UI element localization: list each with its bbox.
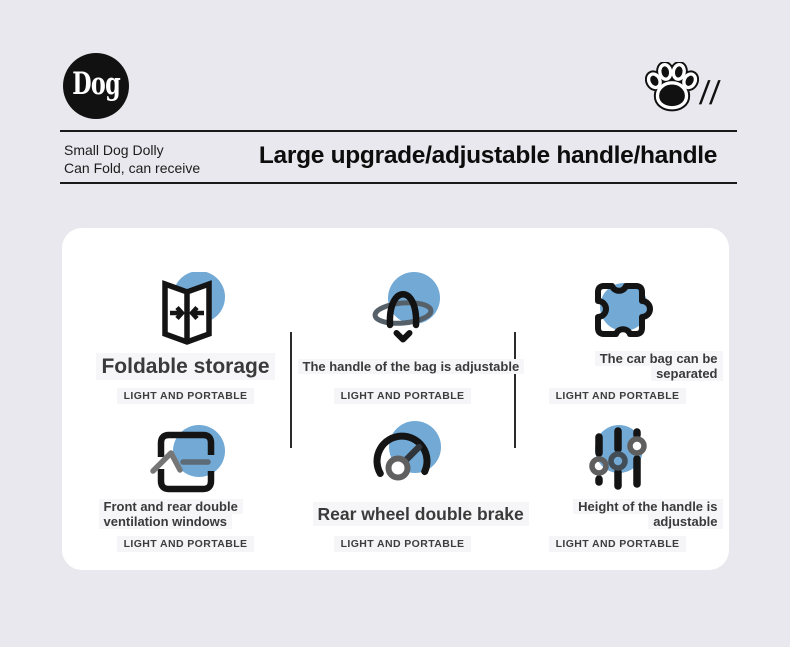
feature-title: Rear wheel double brake	[313, 496, 493, 532]
features-card	[62, 228, 729, 570]
header-divider-bottom	[60, 182, 737, 184]
feature-car-bag	[510, 228, 725, 410]
double-slash-decoration: //	[698, 74, 723, 111]
feature-bag-handle	[291, 228, 520, 410]
separable-car-bag-icon	[578, 272, 658, 348]
tagline	[64, 141, 200, 177]
rear-wheel-brake-icon	[363, 420, 443, 496]
feature-subtitle: LIGHT AND PORTABLE	[549, 388, 687, 404]
paw-icon	[645, 62, 699, 117]
feature-title: The handle of the bag is adjustable	[298, 348, 508, 384]
feature-title: Front and rear double ventilation windows	[81, 496, 291, 532]
adjustable-bag-handle-icon	[363, 272, 443, 348]
header-divider-top	[60, 130, 737, 132]
ventilation-windows-icon	[146, 420, 226, 496]
feature-ventilation	[71, 410, 300, 570]
feature-subtitle: LIGHT AND PORTABLE	[117, 388, 255, 404]
page-title: Large upgrade/adjustable handle/handle	[258, 142, 718, 169]
feature-rear-brake	[291, 410, 524, 570]
feature-handle-height	[510, 410, 725, 570]
feature-subtitle: LIGHT AND PORTABLE	[334, 536, 472, 552]
brand-logo	[63, 53, 129, 119]
feature-subtitle: LIGHT AND PORTABLE	[334, 388, 472, 404]
foldable-storage-icon	[146, 272, 226, 348]
feature-title: The car bag can be separated	[513, 348, 723, 384]
brand-logo-text: Dog	[72, 66, 120, 102]
feature-title: Height of the handle is adjustable	[513, 496, 723, 532]
tagline-line2: Can Fold, can receive	[64, 160, 201, 176]
feature-title: Foldable storage	[96, 348, 276, 384]
feature-subtitle: LIGHT AND PORTABLE	[549, 536, 687, 552]
feature-foldable-storage	[71, 228, 300, 410]
feature-subtitle: LIGHT AND PORTABLE	[117, 536, 255, 552]
features-grid	[62, 228, 729, 570]
tagline-line1: Small Dog Dolly	[64, 142, 164, 158]
handle-height-icon	[578, 420, 658, 496]
